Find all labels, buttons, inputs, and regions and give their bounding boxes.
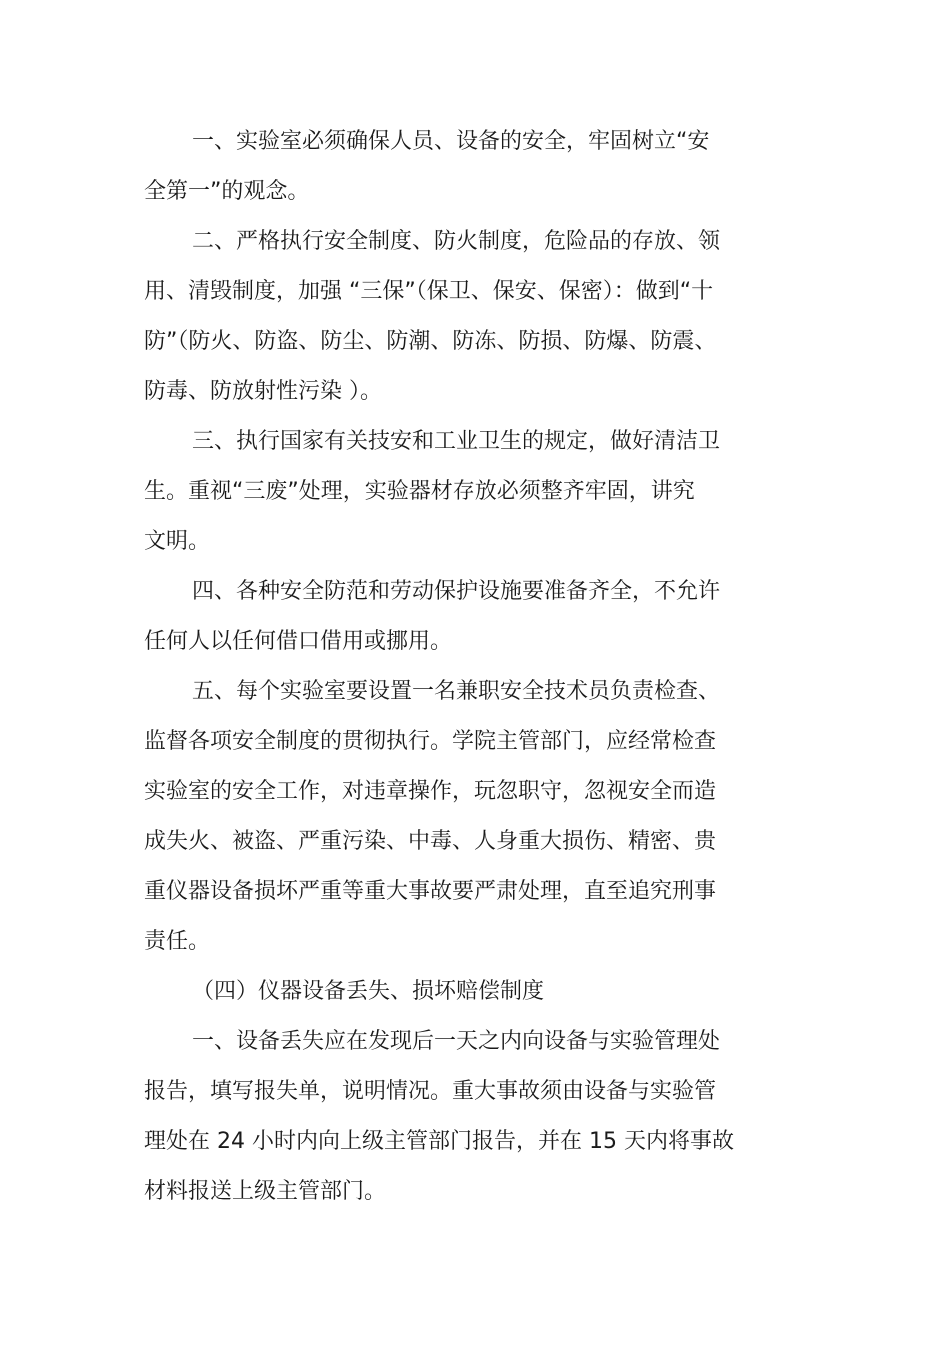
- paragraph-line: 材料报送上级主管部门。: [144, 1179, 387, 1204]
- section-heading: （四）仪器设备丢失、损坏赔偿制度: [192, 979, 545, 1004]
- paragraph-line: 三、执行国家有关技安和工业卫生的规定，做好清洁卫: [192, 429, 721, 454]
- paragraph-line: 五、每个实验室要设置一名兼职安全技术员负责检查、: [192, 679, 721, 704]
- paragraph-line: 四、各种安全防范和劳动保护设施要准备齐全，不允许: [192, 579, 721, 604]
- paragraph-line: 用、清毁制度，加强 “三保”（保卫、保安、保密）：做到“十: [144, 279, 714, 304]
- paragraph-line: 二、严格执行安全制度、防火制度，危险品的存放、领: [192, 229, 721, 254]
- paragraph-line: 实验室的安全工作，对违章操作，玩忽职守，忽视安全而造: [144, 779, 717, 804]
- paragraph-line: 重仪器设备损坏严重等重大事故要严肃处理，直至追究刑事: [144, 879, 717, 904]
- paragraph-line: 一、实验室必须确保人员、设备的安全，牢固树立“安: [192, 129, 710, 154]
- paragraph-line: 成失火、被盗、严重污染、中毒、人身重大损伤、精密、贵: [144, 829, 717, 854]
- paragraph-line: 防”（防火、防盗、防尘、防潮、防冻、防损、防爆、防震、: [144, 329, 717, 354]
- paragraph-line: 任何人以任何借口借用或挪用。: [144, 629, 453, 654]
- paragraph-line: 文明。: [144, 529, 211, 554]
- paragraph-line: 理处在 24 小时内向上级主管部门报告，并在 15 天内将事故: [144, 1129, 734, 1154]
- paragraph-line: 报告，填写报失单，说明情况。重大事故须由设备与实验管: [144, 1079, 717, 1104]
- paragraph-line: 防毒、防放射性污染 ）。: [144, 379, 382, 404]
- paragraph-line: 全第一”的观念。: [144, 179, 310, 204]
- paragraph-line: 一、设备丢失应在发现后一天之内向设备与实验管理处: [192, 1029, 721, 1054]
- paragraph-line: 生。重视“三废”处理，实验器材存放必须整齐牢固，讲究: [144, 479, 695, 504]
- paragraph-line: 监督各项安全制度的贯彻执行。学院主管部门，应经常检查: [144, 729, 717, 754]
- paragraph-line: 责任。: [144, 929, 211, 954]
